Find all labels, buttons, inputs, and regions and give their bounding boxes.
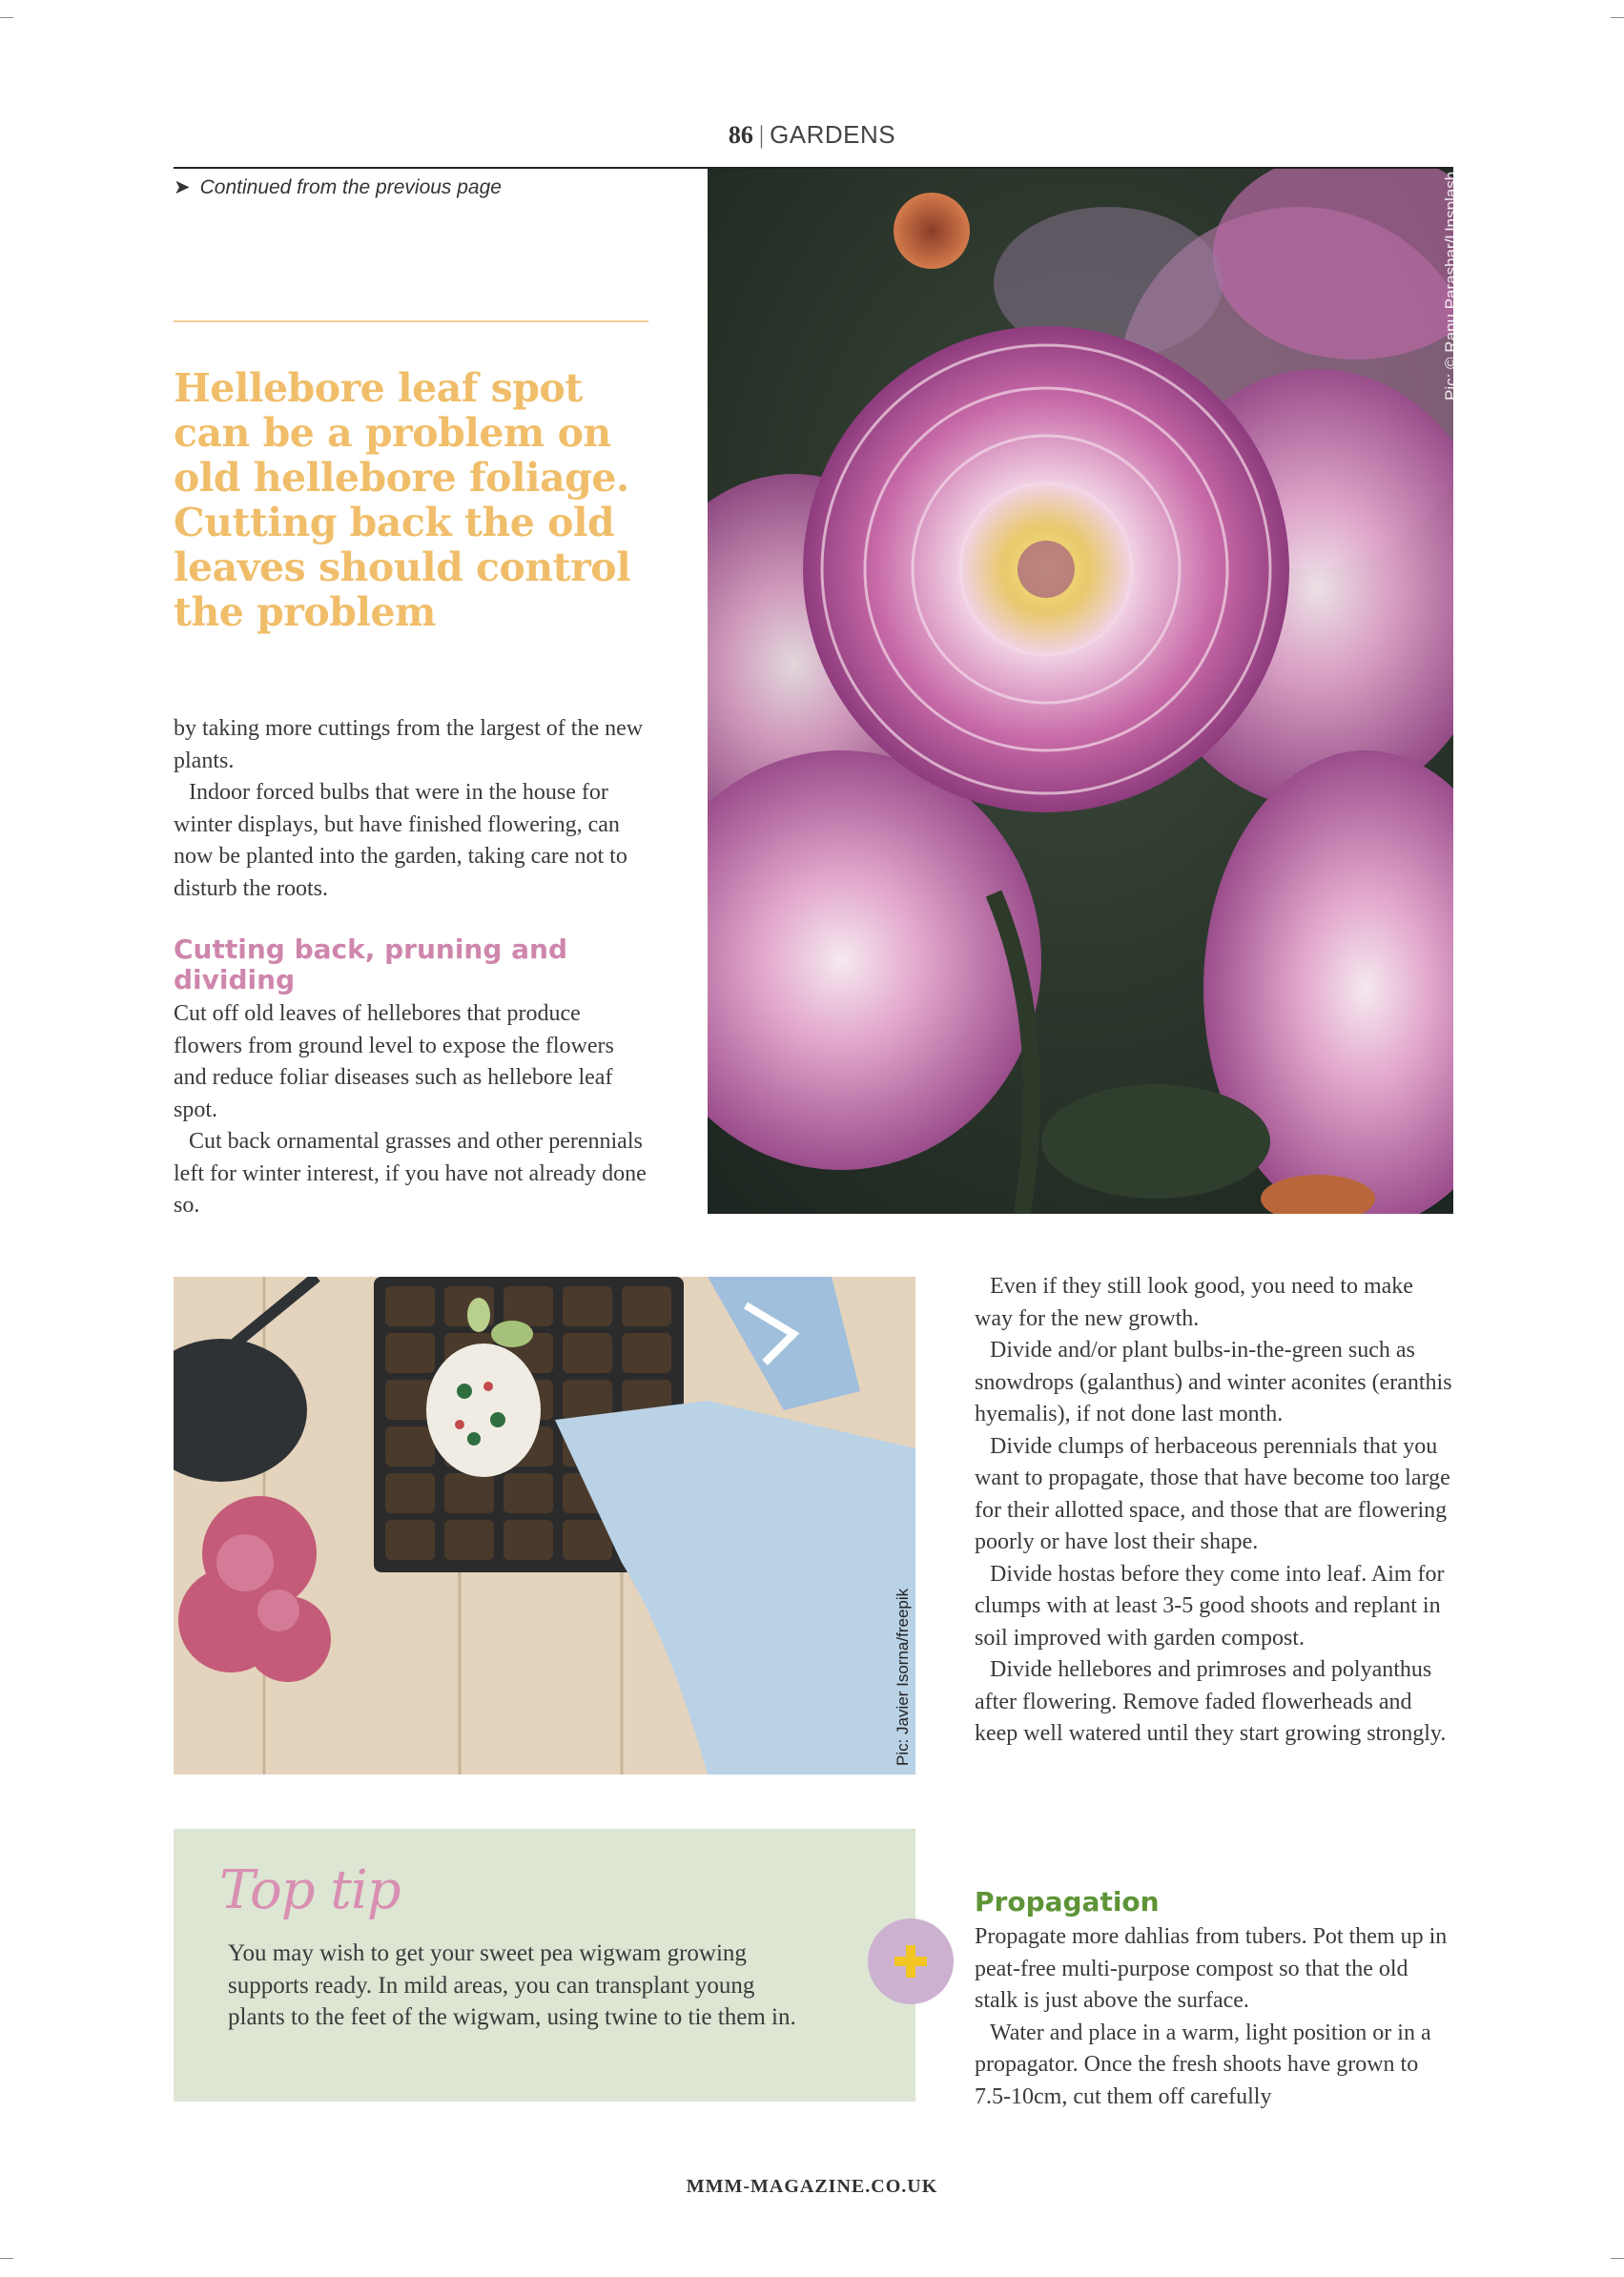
column1-intro	[174, 713, 650, 905]
crop-mark	[0, 17, 13, 18]
pull-quote-rule	[174, 320, 648, 322]
paragraph: Indoor forced bulbs that were in the house for winter displays, but have finished flowering, can now be planted into the garden, taking care not to disturb the roots.	[174, 780, 627, 901]
plus-icon	[868, 1918, 954, 2004]
paragraph: Water and place in a warm, light position or in a propagator. Once the fresh shoots have grown to 7.5-10cm, cut them off carefully	[975, 2020, 1431, 2109]
page-footer: MMM-MAGAZINE.CO.UK	[686, 2176, 938, 2197]
dahlias-photo-credit: Pic: © Ranu Parashar/Unsplash	[1442, 171, 1460, 400]
column2-propagation-text	[975, 1921, 1453, 2113]
paragraph: Divide clumps of herbaceous perennials that you want to propagate, those that have become too large for their allotted space, and those that are flowering poorly or have lost their shape.	[975, 1433, 1450, 1554]
header-separator: |	[758, 121, 765, 149]
continued-text: Continued from the previous page	[199, 176, 502, 198]
seedlings-photo	[174, 1277, 915, 1774]
section-title: GARDENS	[770, 120, 896, 149]
crop-mark	[1611, 17, 1624, 18]
column2-dividing-text	[975, 1271, 1453, 1751]
paragraph: Cut off old leaves of hellebores that produce flowers from ground level to expose the flowers and reduce foliar diseases such as hellebore leaf spot.	[174, 1001, 614, 1122]
paragraph: by taking more cuttings from the largest of the new plants.	[174, 716, 644, 773]
arrowhead-icon: ➤	[174, 176, 191, 198]
column1-cutting-text	[174, 998, 650, 1222]
page-header	[0, 120, 1624, 150]
crop-mark	[1611, 2258, 1624, 2259]
paragraph: Propagate more dahlias from tubers. Pot them up in peat-free multi-purpose compost so that the old stalk is just above the surface.	[975, 1924, 1448, 2013]
paragraph: Divide hostas before they come into leaf. Aim for clumps with at least 3-5 good shoots and replant in soil improved with garden compost.	[975, 1561, 1445, 1651]
pull-quote: Hellebore leaf spot can be a problem on old hellebore foliage. Cutting back the old leaves should control the problem	[174, 365, 631, 635]
paragraph: Divide hellebores and primroses and polyanthus after flowering. Remove faded flowerheads and keep well watered until they start growing strongly.	[975, 1657, 1447, 1746]
dahlias-photo	[708, 169, 1453, 1214]
section-heading-cutting-back: Cutting back, pruning and dividing	[174, 933, 568, 995]
page-number: 86	[728, 121, 753, 149]
top-tip-title: Top tip	[219, 1859, 401, 1921]
paragraph: Even if they still look good, you need to make way for the new growth.	[975, 1274, 1413, 1331]
paragraph: Cut back ornamental grasses and other perennials left for winter interest, if you have not already done so.	[174, 1129, 647, 1218]
crop-mark	[0, 2258, 13, 2259]
continued-note	[174, 175, 502, 199]
seedlings-photo-credit: Pic: Javier Isorna/freepik	[894, 1588, 912, 1766]
top-tip-text: You may wish to get your sweet pea wigwam growing supports ready. In mild areas, you can transplant young plants to the feet of the wigwam, using twine to tie them in.	[228, 1940, 796, 2030]
paragraph: Divide and/or plant bulbs-in-the-green such as snowdrops (galanthus) and winter aconites (eranthis hyemalis), if not done last month.	[975, 1338, 1452, 1426]
section-heading-propagation: Propagation	[975, 1886, 1160, 1918]
